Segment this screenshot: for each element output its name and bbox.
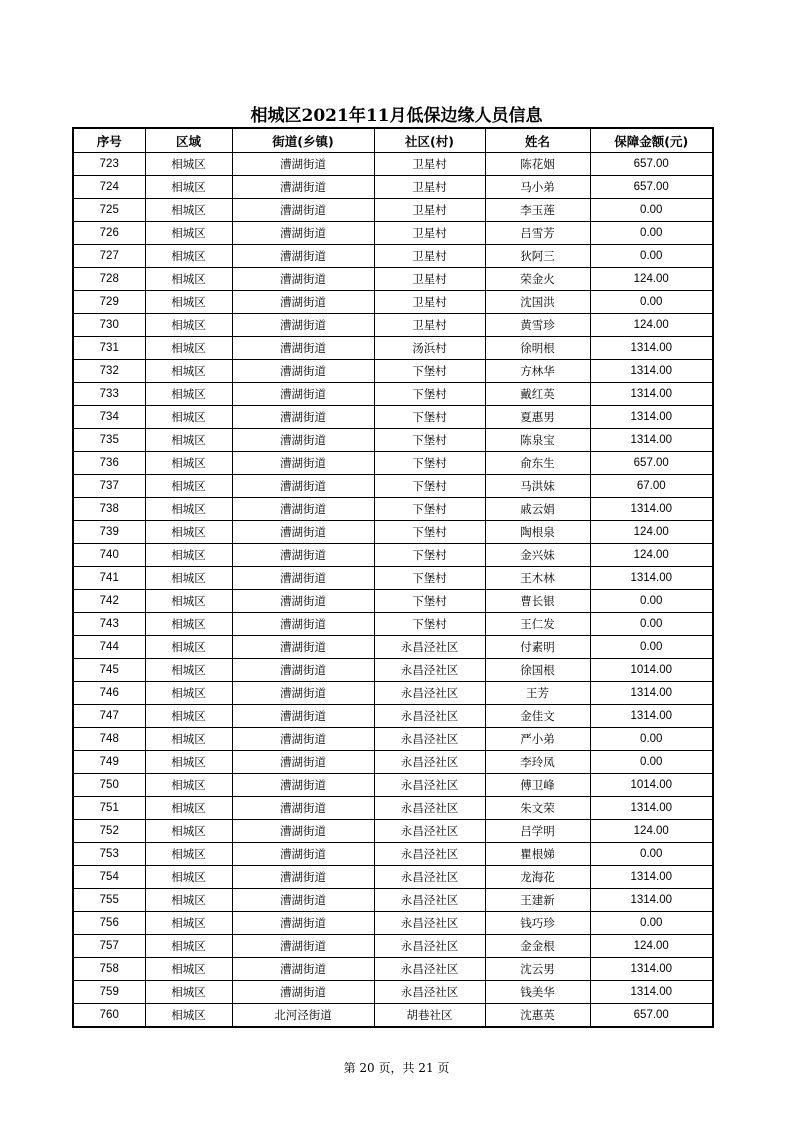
table-row xyxy=(73,567,713,590)
cell-subdistrict: 漕湖街道 xyxy=(232,797,374,820)
cell-subdistrict: 漕湖街道 xyxy=(232,521,374,544)
cell-district: 相城区 xyxy=(145,199,232,222)
cell-community: 卫星村 xyxy=(374,314,485,337)
cell-amount: 1314.00 xyxy=(590,866,713,889)
cell-serial-number: 724 xyxy=(73,176,145,199)
cell-serial-number: 736 xyxy=(73,452,145,475)
cell-serial-number: 726 xyxy=(73,222,145,245)
cell-subdistrict: 漕湖街道 xyxy=(232,682,374,705)
cell-name: 金兴妹 xyxy=(485,544,590,567)
cell-community: 永昌泾社区 xyxy=(374,659,485,682)
cell-district: 相城区 xyxy=(145,935,232,958)
cell-subdistrict: 漕湖街道 xyxy=(232,314,374,337)
cell-amount: 0.00 xyxy=(590,912,713,935)
cell-serial-number: 737 xyxy=(73,475,145,498)
cell-district: 相城区 xyxy=(145,728,232,751)
table-row xyxy=(73,866,713,889)
cell-serial-number: 750 xyxy=(73,774,145,797)
cell-subdistrict: 漕湖街道 xyxy=(232,452,374,475)
cell-amount: 0.00 xyxy=(590,636,713,659)
cell-serial-number: 741 xyxy=(73,567,145,590)
cell-district: 相城区 xyxy=(145,406,232,429)
cell-district: 相城区 xyxy=(145,337,232,360)
cell-subdistrict: 漕湖街道 xyxy=(232,866,374,889)
table-row xyxy=(73,153,713,176)
cell-district: 相城区 xyxy=(145,383,232,406)
table-row xyxy=(73,406,713,429)
cell-community: 卫星村 xyxy=(374,153,485,176)
table-row xyxy=(73,383,713,406)
cell-name: 钱美华 xyxy=(485,981,590,1004)
cell-serial-number: 739 xyxy=(73,521,145,544)
cell-serial-number: 753 xyxy=(73,843,145,866)
cell-community: 下堡村 xyxy=(374,521,485,544)
cell-serial-number: 749 xyxy=(73,751,145,774)
cell-amount: 0.00 xyxy=(590,222,713,245)
cell-community: 下堡村 xyxy=(374,383,485,406)
cell-subdistrict: 漕湖街道 xyxy=(232,544,374,567)
cell-community: 永昌泾社区 xyxy=(374,981,485,1004)
cell-name: 方林华 xyxy=(485,360,590,383)
cell-amount: 657.00 xyxy=(590,153,713,176)
cell-district: 相城区 xyxy=(145,153,232,176)
cell-serial-number: 734 xyxy=(73,406,145,429)
cell-amount: 1314.00 xyxy=(590,406,713,429)
cell-subdistrict: 漕湖街道 xyxy=(232,406,374,429)
cell-amount: 1314.00 xyxy=(590,981,713,1004)
table-row xyxy=(73,429,713,452)
cell-serial-number: 752 xyxy=(73,820,145,843)
cell-district: 相城区 xyxy=(145,797,232,820)
cell-community: 汤浜村 xyxy=(374,337,485,360)
cell-name: 金金根 xyxy=(485,935,590,958)
cell-subdistrict: 漕湖街道 xyxy=(232,475,374,498)
cell-serial-number: 742 xyxy=(73,590,145,613)
cell-subdistrict: 漕湖街道 xyxy=(232,567,374,590)
cell-district: 相城区 xyxy=(145,498,232,521)
cell-subdistrict: 漕湖街道 xyxy=(232,291,374,314)
cell-subdistrict: 漕湖街道 xyxy=(232,199,374,222)
cell-amount: 1314.00 xyxy=(590,383,713,406)
cell-serial-number: 754 xyxy=(73,866,145,889)
cell-district: 相城区 xyxy=(145,590,232,613)
cell-serial-number: 751 xyxy=(73,797,145,820)
cell-name: 龙海花 xyxy=(485,866,590,889)
cell-district: 相城区 xyxy=(145,774,232,797)
cell-community: 下堡村 xyxy=(374,613,485,636)
table-row xyxy=(73,981,713,1004)
cell-name: 徐国根 xyxy=(485,659,590,682)
cell-subdistrict: 漕湖街道 xyxy=(232,176,374,199)
header-name: 姓名 xyxy=(485,128,590,153)
table-row xyxy=(73,544,713,567)
cell-district: 相城区 xyxy=(145,889,232,912)
cell-amount: 124.00 xyxy=(590,521,713,544)
cell-amount: 0.00 xyxy=(590,291,713,314)
cell-amount: 124.00 xyxy=(590,935,713,958)
cell-name: 荣金火 xyxy=(485,268,590,291)
cell-community: 永昌泾社区 xyxy=(374,705,485,728)
cell-community: 永昌泾社区 xyxy=(374,843,485,866)
cell-community: 下堡村 xyxy=(374,590,485,613)
cell-subdistrict: 漕湖街道 xyxy=(232,981,374,1004)
cell-serial-number: 755 xyxy=(73,889,145,912)
cell-community: 永昌泾社区 xyxy=(374,935,485,958)
cell-amount: 1014.00 xyxy=(590,774,713,797)
cell-community: 下堡村 xyxy=(374,544,485,567)
cell-district: 相城区 xyxy=(145,452,232,475)
table-row xyxy=(73,291,713,314)
table-header-row xyxy=(73,128,713,153)
cell-district: 相城区 xyxy=(145,567,232,590)
cell-name: 俞东生 xyxy=(485,452,590,475)
cell-serial-number: 725 xyxy=(73,199,145,222)
cell-subdistrict: 漕湖街道 xyxy=(232,912,374,935)
cell-community: 永昌泾社区 xyxy=(374,820,485,843)
table-row xyxy=(73,935,713,958)
cell-community: 下堡村 xyxy=(374,452,485,475)
cell-amount: 1014.00 xyxy=(590,659,713,682)
cell-community: 下堡村 xyxy=(374,498,485,521)
cell-amount: 1314.00 xyxy=(590,889,713,912)
cell-name: 王建新 xyxy=(485,889,590,912)
cell-name: 王木林 xyxy=(485,567,590,590)
cell-name: 傅卫峰 xyxy=(485,774,590,797)
table-row xyxy=(73,199,713,222)
header-serial-number: 序号 xyxy=(73,128,145,153)
cell-community: 永昌泾社区 xyxy=(374,912,485,935)
cell-amount: 1314.00 xyxy=(590,429,713,452)
cell-amount: 1314.00 xyxy=(590,337,713,360)
cell-district: 相城区 xyxy=(145,314,232,337)
cell-name: 狄阿三 xyxy=(485,245,590,268)
cell-name: 李玉莲 xyxy=(485,199,590,222)
cell-name: 王仁发 xyxy=(485,613,590,636)
cell-name: 沈国洪 xyxy=(485,291,590,314)
cell-name: 付素明 xyxy=(485,636,590,659)
cell-name: 曹长银 xyxy=(485,590,590,613)
table-row xyxy=(73,245,713,268)
cell-serial-number: 731 xyxy=(73,337,145,360)
cell-name: 马洪妹 xyxy=(485,475,590,498)
cell-serial-number: 759 xyxy=(73,981,145,1004)
cell-district: 相城区 xyxy=(145,866,232,889)
cell-subdistrict: 漕湖街道 xyxy=(232,889,374,912)
cell-name: 瞿根娣 xyxy=(485,843,590,866)
cell-amount: 1314.00 xyxy=(590,682,713,705)
cell-serial-number: 745 xyxy=(73,659,145,682)
cell-community: 永昌泾社区 xyxy=(374,797,485,820)
cell-district: 相城区 xyxy=(145,843,232,866)
table-row xyxy=(73,636,713,659)
cell-community: 永昌泾社区 xyxy=(374,958,485,981)
cell-district: 相城区 xyxy=(145,751,232,774)
cell-name: 戚云娟 xyxy=(485,498,590,521)
cell-name: 严小弟 xyxy=(485,728,590,751)
cell-subdistrict: 漕湖街道 xyxy=(232,843,374,866)
cell-amount: 0.00 xyxy=(590,728,713,751)
cell-serial-number: 735 xyxy=(73,429,145,452)
cell-amount: 0.00 xyxy=(590,751,713,774)
cell-amount: 0.00 xyxy=(590,245,713,268)
table-row xyxy=(73,360,713,383)
cell-serial-number: 758 xyxy=(73,958,145,981)
cell-subdistrict: 漕湖街道 xyxy=(232,360,374,383)
cell-district: 相城区 xyxy=(145,176,232,199)
cell-name: 陶根泉 xyxy=(485,521,590,544)
cell-community: 卫星村 xyxy=(374,291,485,314)
table-row xyxy=(73,475,713,498)
cell-district: 相城区 xyxy=(145,268,232,291)
cell-subdistrict: 漕湖街道 xyxy=(232,245,374,268)
cell-subdistrict: 漕湖街道 xyxy=(232,820,374,843)
table-row xyxy=(73,268,713,291)
page-title: 相城区2021年11月低保边缘人员信息 xyxy=(250,106,543,126)
table-row xyxy=(73,705,713,728)
cell-name: 沈云男 xyxy=(485,958,590,981)
cell-amount: 124.00 xyxy=(590,268,713,291)
cell-community: 永昌泾社区 xyxy=(374,636,485,659)
table-row xyxy=(73,820,713,843)
cell-name: 金佳文 xyxy=(485,705,590,728)
table-row xyxy=(73,176,713,199)
table-row xyxy=(73,682,713,705)
cell-community: 永昌泾社区 xyxy=(374,728,485,751)
cell-community: 下堡村 xyxy=(374,406,485,429)
cell-district: 相城区 xyxy=(145,291,232,314)
cell-serial-number: 743 xyxy=(73,613,145,636)
cell-subdistrict: 漕湖街道 xyxy=(232,337,374,360)
cell-district: 相城区 xyxy=(145,912,232,935)
table-row xyxy=(73,797,713,820)
table-row xyxy=(73,337,713,360)
cell-district: 相城区 xyxy=(145,245,232,268)
cell-amount: 1314.00 xyxy=(590,705,713,728)
cell-community: 下堡村 xyxy=(374,429,485,452)
cell-district: 相城区 xyxy=(145,958,232,981)
cell-subdistrict: 漕湖街道 xyxy=(232,728,374,751)
cell-amount: 1314.00 xyxy=(590,360,713,383)
cell-serial-number: 756 xyxy=(73,912,145,935)
cell-serial-number: 729 xyxy=(73,291,145,314)
cell-district: 相城区 xyxy=(145,682,232,705)
cell-district: 相城区 xyxy=(145,1004,232,1028)
cell-name: 王芳 xyxy=(485,682,590,705)
cell-community: 卫星村 xyxy=(374,176,485,199)
cell-subdistrict: 漕湖街道 xyxy=(232,751,374,774)
cell-name: 陈花姻 xyxy=(485,153,590,176)
table-row xyxy=(73,613,713,636)
table-row xyxy=(73,590,713,613)
cell-district: 相城区 xyxy=(145,981,232,1004)
cell-community: 胡巷社区 xyxy=(374,1004,485,1028)
cell-amount: 1314.00 xyxy=(590,498,713,521)
cell-subdistrict: 漕湖街道 xyxy=(232,498,374,521)
cell-community: 永昌泾社区 xyxy=(374,774,485,797)
cell-amount: 1314.00 xyxy=(590,567,713,590)
cell-name: 沈惠英 xyxy=(485,1004,590,1028)
cell-subdistrict: 漕湖街道 xyxy=(232,153,374,176)
cell-amount: 124.00 xyxy=(590,544,713,567)
allowance-table xyxy=(72,127,714,1028)
cell-name: 陈泉宝 xyxy=(485,429,590,452)
cell-name: 徐明根 xyxy=(485,337,590,360)
cell-district: 相城区 xyxy=(145,475,232,498)
cell-district: 相城区 xyxy=(145,636,232,659)
table-row xyxy=(73,452,713,475)
table-row xyxy=(73,751,713,774)
table-row xyxy=(73,659,713,682)
cell-name: 夏惠男 xyxy=(485,406,590,429)
cell-name: 黄雪珍 xyxy=(485,314,590,337)
cell-name: 朱文荣 xyxy=(485,797,590,820)
table-row xyxy=(73,843,713,866)
cell-community: 下堡村 xyxy=(374,360,485,383)
cell-community: 卫星村 xyxy=(374,268,485,291)
cell-community: 卫星村 xyxy=(374,222,485,245)
table-row xyxy=(73,498,713,521)
table-row xyxy=(73,889,713,912)
cell-amount: 0.00 xyxy=(590,613,713,636)
cell-subdistrict: 漕湖街道 xyxy=(232,958,374,981)
cell-serial-number: 748 xyxy=(73,728,145,751)
cell-amount: 657.00 xyxy=(590,452,713,475)
cell-district: 相城区 xyxy=(145,705,232,728)
cell-amount: 657.00 xyxy=(590,176,713,199)
cell-community: 卫星村 xyxy=(374,245,485,268)
table-row xyxy=(73,521,713,544)
cell-subdistrict: 漕湖街道 xyxy=(232,590,374,613)
cell-community: 永昌泾社区 xyxy=(374,682,485,705)
cell-subdistrict: 漕湖街道 xyxy=(232,774,374,797)
cell-serial-number: 730 xyxy=(73,314,145,337)
cell-serial-number: 747 xyxy=(73,705,145,728)
cell-serial-number: 733 xyxy=(73,383,145,406)
cell-serial-number: 723 xyxy=(73,153,145,176)
table-row xyxy=(73,912,713,935)
table-row xyxy=(73,728,713,751)
cell-name: 吕学明 xyxy=(485,820,590,843)
cell-serial-number: 746 xyxy=(73,682,145,705)
header-district: 区域 xyxy=(145,128,232,153)
cell-name: 钱巧珍 xyxy=(485,912,590,935)
cell-subdistrict: 北河泾街道 xyxy=(232,1004,374,1028)
cell-amount: 0.00 xyxy=(590,590,713,613)
cell-district: 相城区 xyxy=(145,222,232,245)
cell-serial-number: 732 xyxy=(73,360,145,383)
cell-subdistrict: 漕湖街道 xyxy=(232,383,374,406)
cell-serial-number: 727 xyxy=(73,245,145,268)
cell-subdistrict: 漕湖街道 xyxy=(232,705,374,728)
cell-district: 相城区 xyxy=(145,820,232,843)
cell-district: 相城区 xyxy=(145,429,232,452)
page-footer: 第 20 页，共 21 页 xyxy=(343,1061,450,1075)
header-amount: 保障金额(元) xyxy=(590,128,713,153)
cell-amount: 124.00 xyxy=(590,314,713,337)
cell-district: 相城区 xyxy=(145,659,232,682)
cell-community: 下堡村 xyxy=(374,475,485,498)
cell-amount: 67.00 xyxy=(590,475,713,498)
cell-district: 相城区 xyxy=(145,544,232,567)
cell-amount: 0.00 xyxy=(590,843,713,866)
cell-amount: 1314.00 xyxy=(590,958,713,981)
cell-subdistrict: 漕湖街道 xyxy=(232,935,374,958)
cell-amount: 124.00 xyxy=(590,820,713,843)
header-subdistrict: 街道(乡镇) xyxy=(232,128,374,153)
cell-district: 相城区 xyxy=(145,613,232,636)
cell-name: 李玲凤 xyxy=(485,751,590,774)
cell-district: 相城区 xyxy=(145,360,232,383)
cell-amount: 657.00 xyxy=(590,1004,713,1028)
table-body xyxy=(73,153,713,1028)
table-row xyxy=(73,314,713,337)
cell-name: 戴红英 xyxy=(485,383,590,406)
cell-amount: 0.00 xyxy=(590,199,713,222)
cell-subdistrict: 漕湖街道 xyxy=(232,636,374,659)
cell-serial-number: 738 xyxy=(73,498,145,521)
cell-subdistrict: 漕湖街道 xyxy=(232,613,374,636)
cell-subdistrict: 漕湖街道 xyxy=(232,659,374,682)
cell-community: 下堡村 xyxy=(374,567,485,590)
cell-name: 马小弟 xyxy=(485,176,590,199)
cell-community: 永昌泾社区 xyxy=(374,866,485,889)
cell-district: 相城区 xyxy=(145,521,232,544)
cell-community: 永昌泾社区 xyxy=(374,889,485,912)
cell-name: 吕雪芳 xyxy=(485,222,590,245)
cell-serial-number: 740 xyxy=(73,544,145,567)
header-community: 社区(村) xyxy=(374,128,485,153)
table-row xyxy=(73,958,713,981)
cell-subdistrict: 漕湖街道 xyxy=(232,268,374,291)
cell-subdistrict: 漕湖街道 xyxy=(232,222,374,245)
cell-serial-number: 728 xyxy=(73,268,145,291)
table-row xyxy=(73,774,713,797)
cell-amount: 1314.00 xyxy=(590,797,713,820)
cell-community: 永昌泾社区 xyxy=(374,751,485,774)
table-row xyxy=(73,222,713,245)
cell-serial-number: 757 xyxy=(73,935,145,958)
cell-subdistrict: 漕湖街道 xyxy=(232,429,374,452)
cell-community: 卫星村 xyxy=(374,199,485,222)
table-row xyxy=(73,1004,713,1028)
cell-serial-number: 760 xyxy=(73,1004,145,1028)
cell-serial-number: 744 xyxy=(73,636,145,659)
